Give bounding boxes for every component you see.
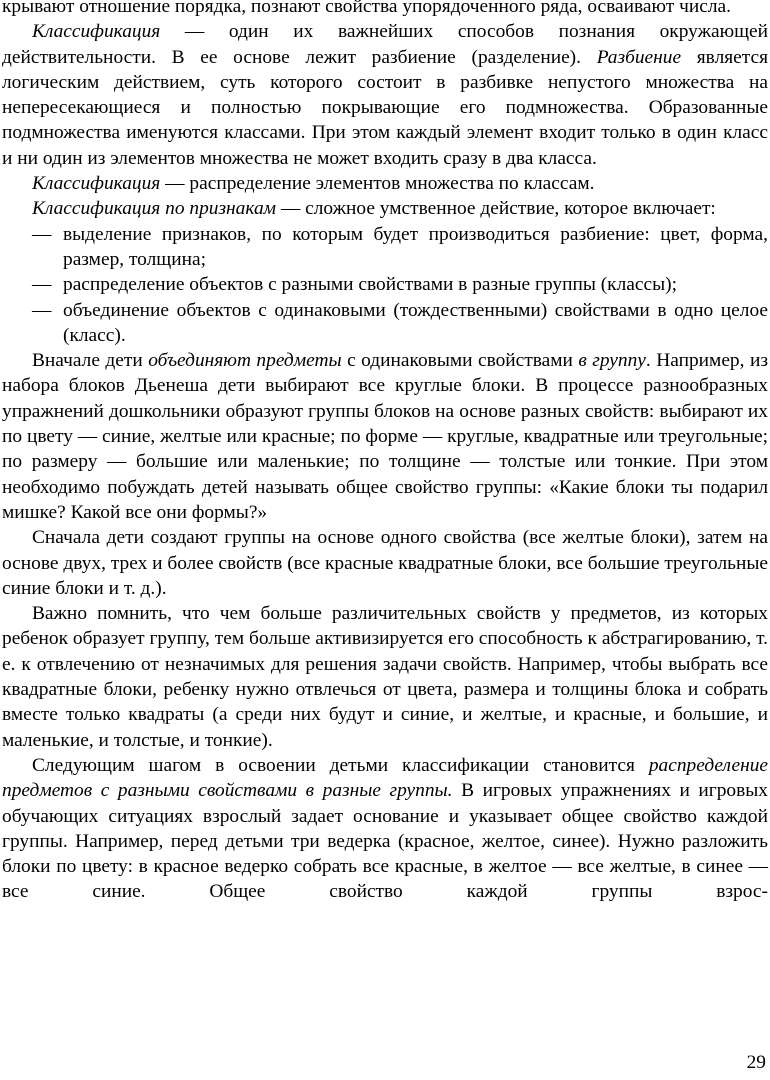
paragraph-classification-by-features <box>2 196 768 221</box>
list-item-text: объединение объектов с одинаковыми (тождественными) свойствами в одно целое (класс). <box>63 299 768 346</box>
paragraph-text: — один их важнейших способов познания окружающей действительности. В ее основе лежит разбиение (разделение). <box>2 21 768 68</box>
page-number: 29 <box>746 1052 766 1073</box>
dash-bullet: — <box>32 223 52 245</box>
paragraph-classification-definition <box>2 19 768 171</box>
list-item <box>2 222 768 273</box>
emphasis-italic: в группу <box>578 350 646 372</box>
emphasis-italic: распределение предметов с разными свойствами в разные группы. <box>2 754 768 802</box>
list-item <box>2 298 768 349</box>
paragraph-classification-short <box>2 171 768 196</box>
list-item-text: выделение признаков, по которым будет производиться разбиение: цвет, форма, размер, толщина; <box>63 223 768 270</box>
dash-list <box>2 222 768 348</box>
paragraph-text: Важно помнить, что чем больше различительных свойств у предметов, из которых ребенок образует группу, тем больше активизируется его способность к абстрагированию, т. е. к отвлечению от незначимых для решения задачи свойств. Например, чтобы выбрать все квадратные блоки, ребенку нужно отвлечься от цвета, размера и толщины блока и собрать вместе только квадраты (а среди них будут и синие, и желтые, и красные, и большие, и маленькие, и толстые, и тонкие). <box>2 603 768 751</box>
page-body <box>2 0 768 905</box>
paragraph-text: Сначала дети создают группы на основе одного свойства (все желтые блоки), затем на основе двух, трех и более свойств (все красные квадратные блоки, все большие треугольные синие блоки и т. д.). <box>2 527 768 599</box>
term-italic: Разбиение <box>596 46 682 68</box>
emphasis-italic: объединяют предметы <box>148 350 342 372</box>
paragraph-text: Следующим шагом в освоении детьми классификации становится <box>32 754 649 776</box>
paragraph-continuation <box>2 0 768 19</box>
paragraph-text: Вначале дети <box>32 350 149 372</box>
paragraph-text: В игровых упражнениях и игровых обучающих ситуациях взрослый задает основание и указывает общее свойство каждой группы. Например, перед детьми три ведерка (красное, желтое, синее). Нужно разложить блоки по цвету: в красное ведерко собрать все красные, в желтое — все желтые, в синее — все синие. Общее свойство каждой группы взрос- <box>2 780 769 903</box>
paragraph-text: с одинаковыми свойствами <box>341 350 579 372</box>
list-item-text: распределение объектов с разными свойствами в разные группы (классы); <box>63 274 677 296</box>
paragraph-text: крывают отношение порядка, познают свойства упорядоченного ряда, осваивают числа. <box>2 0 731 17</box>
dash-bullet: — <box>32 274 52 296</box>
paragraph-text: . Например, из набора блоков Дьенеша дети выбирают все круглые блоки. В процессе разнообразных упражнений дошкольники образуют группы блоков на основе разных свойств: выбирают их по цвету — синие, желтые или красные; по форме — круглые, квадратные или треугольные; по размеру — большие или маленькие; по толщине — толстые или тонкие. При этом необходимо побуждать детей называть общее свойство группы: «Какие блоки ты подарил мишке? Какой все они формы?» <box>2 350 768 523</box>
paragraph-text: — сложное умственное действие, которое включает: <box>276 198 716 220</box>
paragraph-text: является логическим действием, суть которого состоит в разбивке непустого множества на непересекающиеся и полностью покрывающие его подмножества. Образованные подмножества именуются классами. При этом каждый элемент входит только в один класс и ни один из элементов множества не может входить сразу в два класса. <box>2 46 769 169</box>
dash-bullet: — <box>32 299 52 321</box>
paragraph-abstraction <box>2 601 768 753</box>
paragraph-next-step <box>2 753 768 905</box>
term-italic: Классификация <box>32 173 161 195</box>
paragraph-grouping <box>2 348 768 525</box>
paragraph-text: — распределение элементов множества по классам. <box>160 173 595 195</box>
term-italic: Классификация <box>32 21 161 43</box>
term-italic: Классификация по признакам <box>32 198 277 220</box>
list-item <box>2 272 768 297</box>
paragraph-first-groups <box>2 525 768 601</box>
